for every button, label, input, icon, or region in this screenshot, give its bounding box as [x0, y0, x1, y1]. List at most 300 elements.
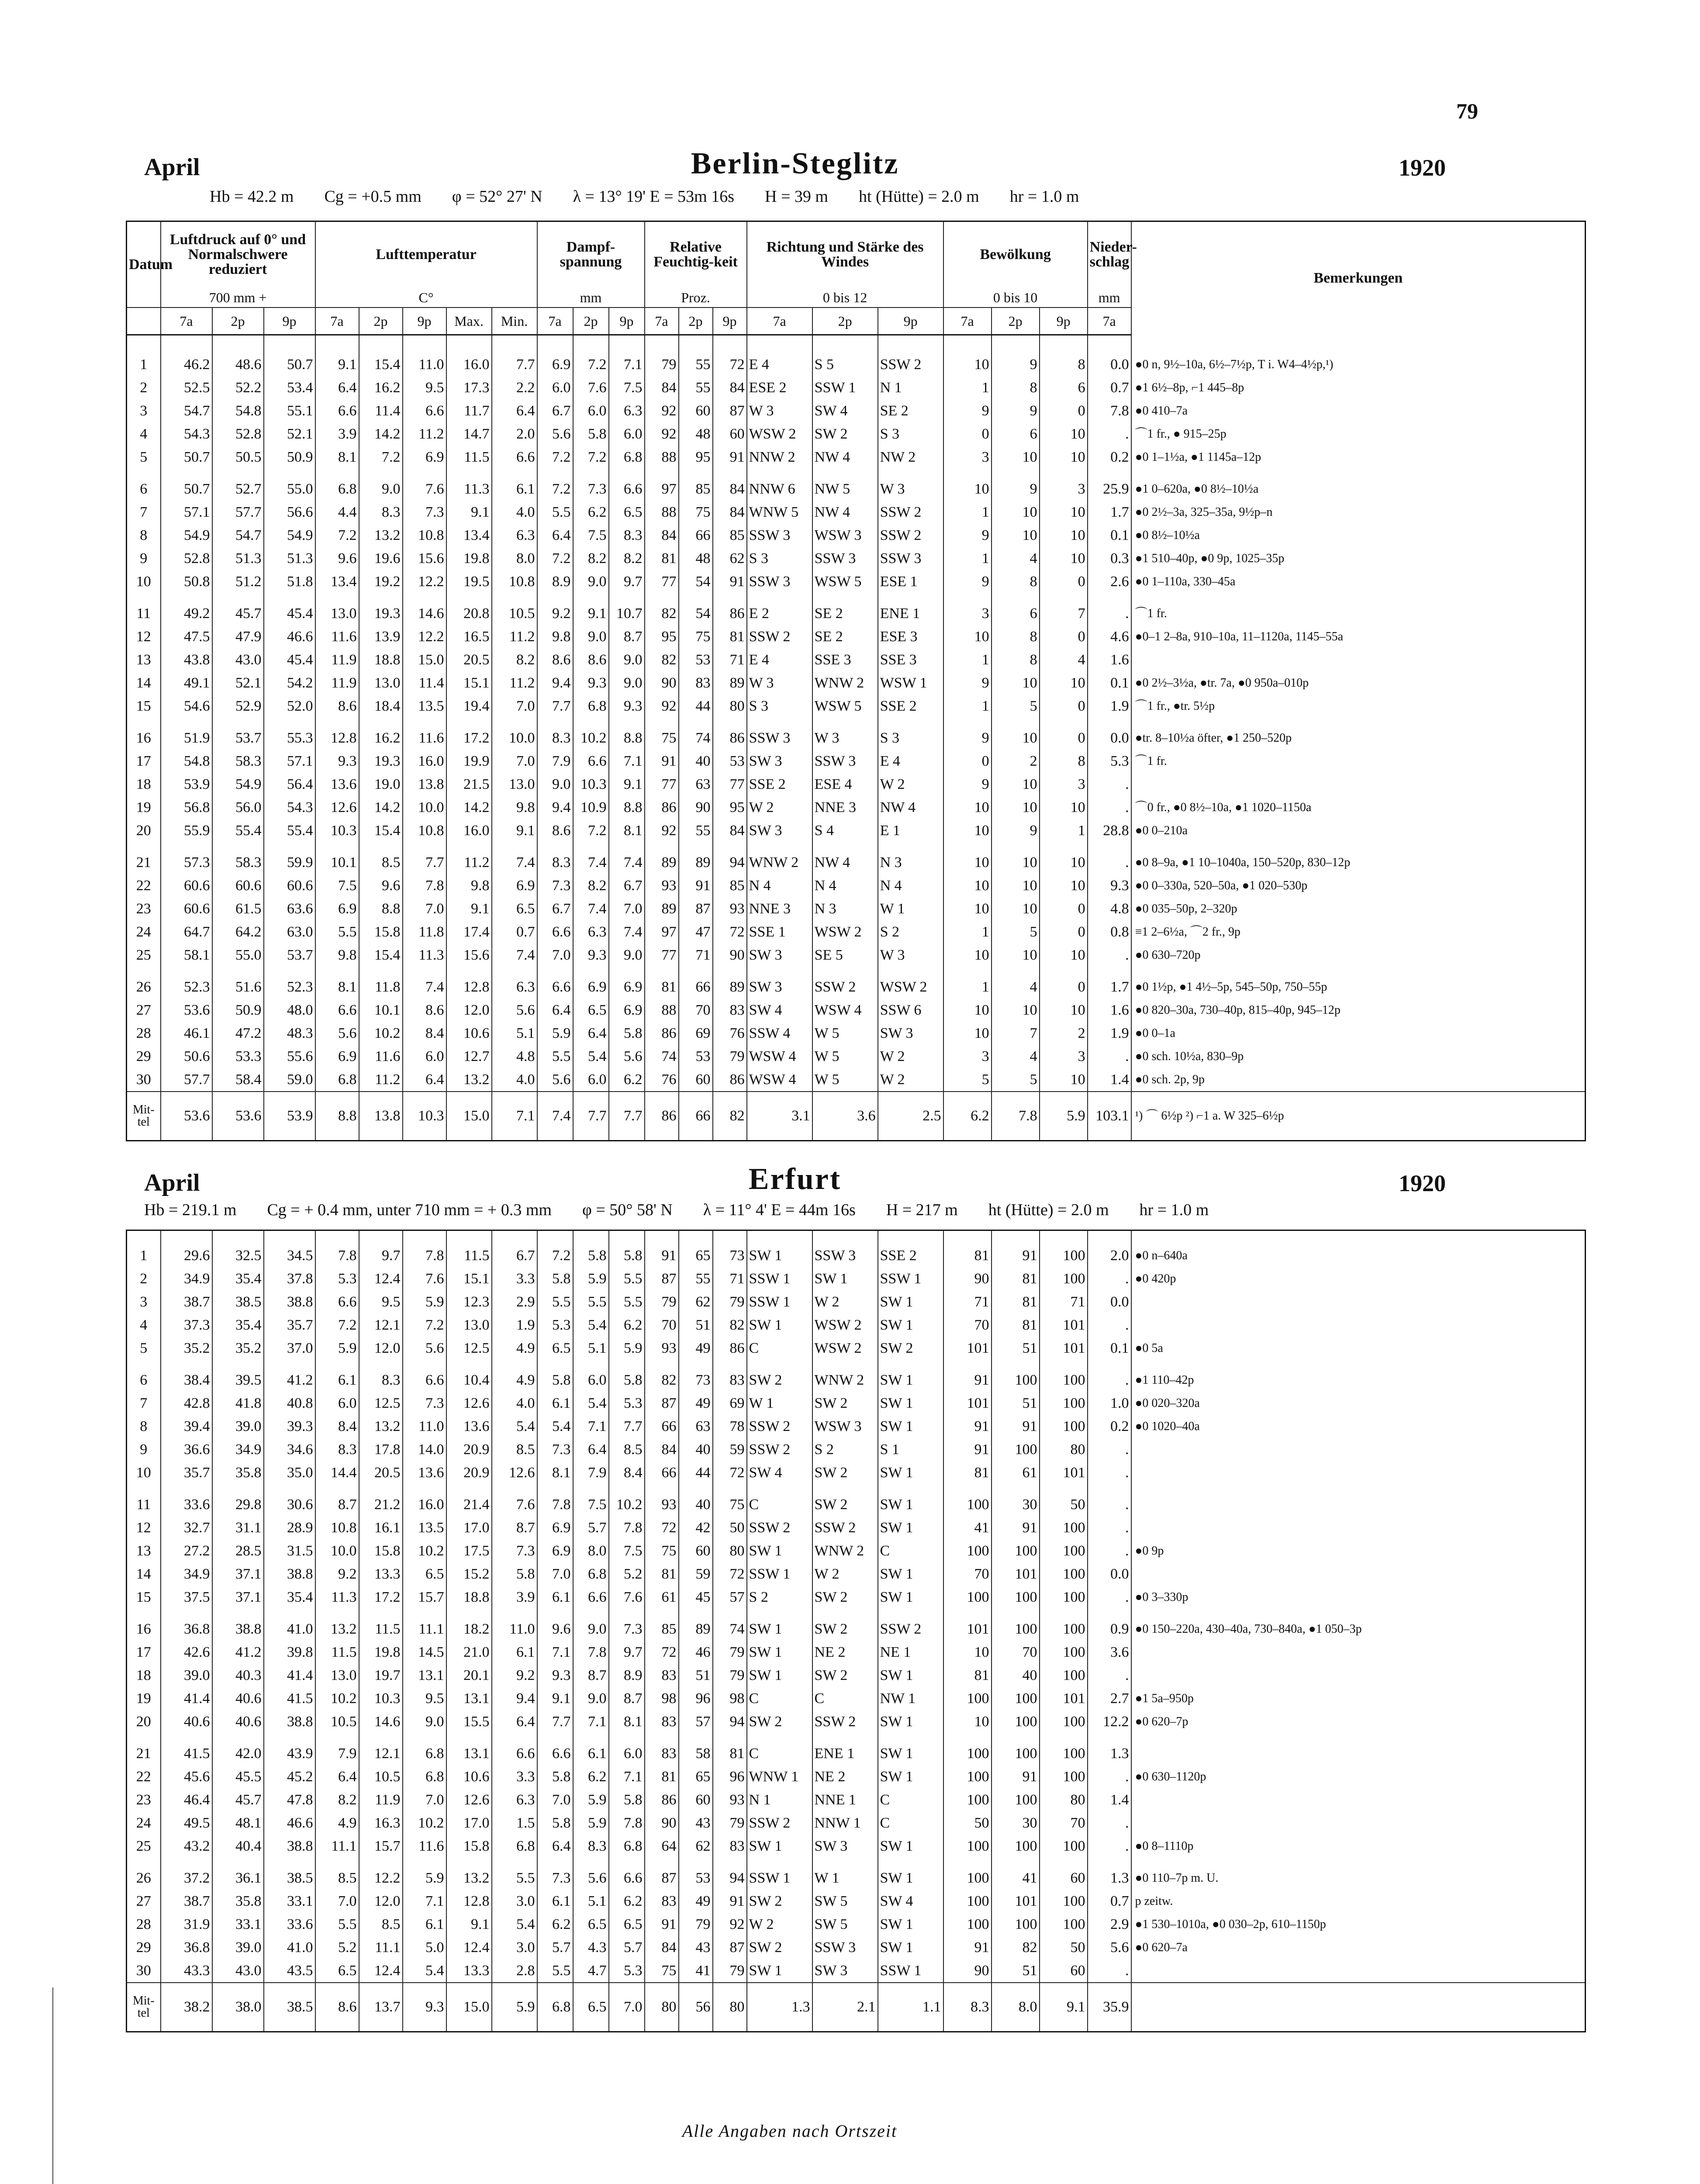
value-cell: 15.7: [403, 1586, 446, 1609]
value-cell: 10: [943, 943, 992, 967]
value-cell: 0.0: [1088, 1290, 1131, 1313]
spacer-cell: [747, 469, 812, 477]
value-cell: 10: [992, 726, 1040, 750]
value-cell: 42.0: [212, 1742, 264, 1765]
value-cell: 12.2: [403, 570, 446, 593]
value-cell: ESE 1: [878, 570, 943, 593]
value-cell: 5.8: [537, 1267, 573, 1290]
value-cell: 3.9: [315, 422, 359, 446]
value-cell: 83: [645, 1710, 679, 1733]
value-cell: 8.7: [315, 1493, 359, 1516]
remark-cell: ●1 530–1010a, ●0 030–2p, 610–1150p: [1131, 1913, 1586, 1936]
value-cell: 13.4: [446, 524, 492, 547]
spacer-cell: [212, 593, 264, 602]
value-cell: SSE 2: [878, 695, 943, 718]
spacer-cell: [679, 1609, 713, 1617]
value-cell: 17.4: [446, 920, 492, 943]
mean-value: 6.8: [537, 1983, 573, 2032]
value-cell: 37.1: [212, 1586, 264, 1609]
spacer-cell: [812, 1484, 878, 1493]
value-cell: WSW 2: [812, 1337, 878, 1360]
value-cell: 37.5: [161, 1586, 212, 1609]
value-cell: 13.0: [315, 1664, 359, 1687]
value-cell: SW 1: [747, 1539, 812, 1562]
value-cell: 91: [992, 1765, 1040, 1788]
value-cell: 50.7: [161, 477, 212, 501]
value-cell: N 4: [812, 874, 878, 897]
spacer-cell: [212, 1733, 264, 1742]
value-cell: 0: [943, 422, 992, 446]
value-cell: 9.1: [315, 353, 359, 376]
value-cell: 54.9: [212, 773, 264, 796]
table-row: [127, 353, 1586, 376]
value-cell: 84: [713, 819, 747, 842]
station-constants-berlin: [210, 187, 1511, 209]
header-subcolumn: 9p: [264, 308, 315, 335]
spacer-cell: [943, 842, 992, 851]
value-cell: SSW 2: [747, 1811, 812, 1835]
mean-value: 6.5: [573, 1983, 609, 2032]
value-cell: 10: [1040, 501, 1088, 524]
value-cell: 6.6: [573, 1586, 609, 1609]
value-cell: 0: [1040, 897, 1088, 920]
value-cell: 15.2: [446, 1562, 492, 1586]
spacer-cell: [609, 335, 645, 353]
spacer-cell: [878, 718, 943, 726]
value-cell: 15.4: [359, 353, 403, 376]
value-cell: ESE 3: [878, 625, 943, 648]
value-cell: 41: [943, 1516, 992, 1539]
value-cell: 6.5: [573, 1913, 609, 1936]
value-cell: SW 1: [878, 1493, 943, 1516]
spacer-cell: [645, 718, 679, 726]
spacer-cell: [264, 1230, 315, 1244]
value-cell: 15.4: [359, 943, 403, 967]
spacer-cell: [403, 1858, 446, 1866]
value-cell: 10.1: [315, 851, 359, 874]
value-cell: 100: [992, 1368, 1040, 1392]
value-cell: 84: [645, 524, 679, 547]
spacer-cell: [747, 1609, 812, 1617]
value-cell: 2.2: [492, 376, 537, 399]
value-cell: 12.4: [359, 1267, 403, 1290]
spacer-cell: [609, 593, 645, 602]
value-cell: 17.0: [446, 1811, 492, 1835]
value-cell: 100: [1040, 1586, 1088, 1609]
table-row: [127, 376, 1586, 399]
value-cell: 91: [943, 1936, 992, 1959]
value-cell: 8.3: [359, 501, 403, 524]
value-cell: 12.5: [359, 1392, 403, 1415]
value-cell: 16.0: [403, 750, 446, 773]
value-cell: 19.0: [359, 773, 403, 796]
value-cell: 46.1: [161, 1022, 212, 1045]
value-cell: 16.1: [359, 1516, 403, 1539]
value-cell: 6.8: [403, 1742, 446, 1765]
spacer-cell: [1088, 842, 1131, 851]
spacer-cell: [713, 593, 747, 602]
value-cell: SSW 2: [812, 975, 878, 999]
pentad-gap: [127, 1360, 1586, 1368]
value-cell: SW 3: [747, 975, 812, 999]
value-cell: 8.2: [492, 648, 537, 671]
value-cell: N 4: [878, 874, 943, 897]
value-cell: 75: [679, 625, 713, 648]
value-cell: 6.1: [573, 1742, 609, 1765]
value-cell: 2.6: [1088, 570, 1131, 593]
mean-value: 82: [713, 1092, 747, 1141]
value-cell: 13.2: [315, 1617, 359, 1641]
value-cell: NW 5: [812, 477, 878, 501]
value-cell: 9.1: [446, 1913, 492, 1936]
value-cell: 57.1: [161, 501, 212, 524]
mean-value: 7.0: [609, 1983, 645, 2032]
value-cell: 77: [645, 773, 679, 796]
value-cell: 9.4: [537, 671, 573, 695]
value-cell: 53: [679, 1866, 713, 1890]
spacer-cell: [446, 469, 492, 477]
value-cell: 47.5: [161, 625, 212, 648]
value-cell: 11.5: [359, 1617, 403, 1641]
value-cell: 79: [645, 353, 679, 376]
value-cell: 10: [943, 819, 992, 842]
value-cell: 91: [713, 570, 747, 593]
value-cell: 59.0: [264, 1068, 315, 1092]
value-cell: 10: [992, 501, 1040, 524]
mean-value: 10.3: [403, 1092, 446, 1141]
value-cell: 38.8: [264, 1835, 315, 1858]
value-cell: 5.1: [573, 1337, 609, 1360]
spacer-cell: [537, 335, 573, 353]
value-cell: .: [1088, 422, 1131, 446]
value-cell: 4.9: [315, 1811, 359, 1835]
spacer-cell: [359, 718, 403, 726]
spacer-cell: [161, 842, 212, 851]
value-cell: 39.0: [161, 1664, 212, 1687]
value-cell: 50: [1040, 1936, 1088, 1959]
value-cell: W 3: [747, 399, 812, 422]
mean-value: 5.9: [492, 1983, 537, 2032]
page-number: 79: [1456, 99, 1478, 123]
spacer-cell: [446, 1230, 492, 1244]
value-cell: 6.4: [537, 1835, 573, 1858]
value-cell: 93: [645, 1493, 679, 1516]
spacer-cell: [943, 1733, 992, 1742]
value-cell: 3: [1040, 1045, 1088, 1068]
value-cell: 3: [943, 602, 992, 625]
value-cell: 97: [645, 920, 679, 943]
day-cell: 22: [127, 1765, 161, 1788]
spacer-cell: [492, 1230, 537, 1244]
value-cell: 9.0: [573, 570, 609, 593]
value-cell: 3.3: [492, 1267, 537, 1290]
value-cell: 12.4: [446, 1936, 492, 1959]
remark-cell: ●0 620–7a: [1131, 1936, 1586, 1959]
mean-value: 53.9: [264, 1092, 315, 1141]
value-cell: 6.9: [315, 897, 359, 920]
value-cell: 45.5: [212, 1765, 264, 1788]
value-cell: 19.9: [446, 750, 492, 773]
value-cell: 6.4: [492, 399, 537, 422]
value-cell: 6.6: [403, 399, 446, 422]
value-cell: 47.8: [264, 1788, 315, 1811]
value-cell: .: [1088, 1313, 1131, 1337]
value-cell: 9: [943, 773, 992, 796]
spacer-cell: [1088, 593, 1131, 602]
spacer-cell: [679, 1230, 713, 1244]
value-cell: 8: [992, 376, 1040, 399]
value-cell: 96: [679, 1687, 713, 1710]
spacer-cell: [492, 1484, 537, 1493]
value-cell: 35.8: [212, 1890, 264, 1913]
value-cell: 51: [992, 1337, 1040, 1360]
value-cell: 18.8: [359, 648, 403, 671]
value-cell: 37.0: [264, 1337, 315, 1360]
spacer-cell: [992, 593, 1040, 602]
value-cell: 10: [992, 943, 1040, 967]
day-cell: 24: [127, 1811, 161, 1835]
value-cell: 55.9: [161, 819, 212, 842]
value-cell: 34.9: [161, 1562, 212, 1586]
value-cell: 3.9: [492, 1586, 537, 1609]
value-cell: 7.8: [609, 1516, 645, 1539]
value-cell: 11.4: [403, 671, 446, 695]
day-cell: 3: [127, 399, 161, 422]
value-cell: 7.1: [609, 353, 645, 376]
value-cell: 58.3: [212, 851, 264, 874]
spacer-cell: [812, 1858, 878, 1866]
value-cell: 7.5: [573, 524, 609, 547]
value-cell: 86: [713, 1337, 747, 1360]
value-cell: SW 1: [878, 1710, 943, 1733]
value-cell: 41.0: [264, 1617, 315, 1641]
spacer-cell: [1088, 1230, 1131, 1244]
value-cell: 10: [992, 671, 1040, 695]
value-cell: 12.2: [403, 625, 446, 648]
spacer-cell: [713, 335, 747, 353]
value-cell: 7.0: [492, 695, 537, 718]
value-cell: 92: [645, 695, 679, 718]
spacer-cell: [315, 718, 359, 726]
value-cell: 52.8: [161, 547, 212, 570]
value-cell: 92: [645, 399, 679, 422]
value-cell: 49: [679, 1337, 713, 1360]
header-subcolumn: 2p: [212, 308, 264, 335]
spacer-cell: [359, 335, 403, 353]
value-cell: 55.0: [264, 477, 315, 501]
remark-cell: [1131, 1788, 1586, 1811]
mean-value: 1.1: [878, 1983, 943, 2032]
header-subcolumn: 7a: [161, 308, 212, 335]
value-cell: 55.0: [212, 943, 264, 967]
value-cell: 79: [713, 1641, 747, 1664]
spacer-cell: [212, 1230, 264, 1244]
value-cell: 60: [679, 399, 713, 422]
value-cell: 5.8: [609, 1368, 645, 1392]
value-cell: W 2: [747, 1913, 812, 1936]
value-cell: 90: [645, 671, 679, 695]
day-cell: 2: [127, 1267, 161, 1290]
table-row: [127, 547, 1586, 570]
value-cell: 45.6: [161, 1765, 212, 1788]
mean-value: 1.3: [747, 1983, 812, 2032]
spacer-cell: [609, 842, 645, 851]
value-cell: 4.9: [492, 1368, 537, 1392]
spacer-cell: [609, 1609, 645, 1617]
value-cell: 6.6: [609, 477, 645, 501]
spacer-cell: [1131, 593, 1586, 602]
constant: φ = 50° 58' N: [582, 1201, 673, 1219]
spacer-cell: [943, 967, 992, 975]
value-cell: 36.8: [161, 1617, 212, 1641]
value-cell: SSW 2: [878, 353, 943, 376]
spacer-cell: [264, 1609, 315, 1617]
value-cell: 53.7: [212, 726, 264, 750]
value-cell: .: [1088, 773, 1131, 796]
spacer-cell: [492, 842, 537, 851]
value-cell: WSW 4: [747, 1045, 812, 1068]
day-cell: 24: [127, 920, 161, 943]
value-cell: 8: [992, 570, 1040, 593]
value-cell: 3.0: [492, 1890, 537, 1913]
value-cell: 46.2: [161, 353, 212, 376]
value-cell: SW 1: [747, 1244, 812, 1267]
spacer-cell: [679, 967, 713, 975]
value-cell: 71: [943, 1290, 992, 1313]
value-cell: 6.6: [315, 1290, 359, 1313]
value-cell: 45.7: [212, 1788, 264, 1811]
spacer-cell: [161, 1609, 212, 1617]
value-cell: 95: [713, 796, 747, 819]
value-cell: 33.1: [264, 1890, 315, 1913]
day-cell: 30: [127, 1068, 161, 1092]
value-cell: 12.2: [359, 1866, 403, 1890]
spacer-cell: [264, 593, 315, 602]
value-cell: WSW 3: [812, 524, 878, 547]
header-dampfspannung: Dampf-spannung: [537, 221, 645, 288]
value-cell: 50.7: [161, 446, 212, 469]
value-cell: 5.8: [609, 1788, 645, 1811]
value-cell: 11.0: [403, 353, 446, 376]
value-cell: W 3: [812, 726, 878, 750]
table-row: [127, 1068, 1586, 1092]
value-cell: 4.6: [1088, 625, 1131, 648]
constant: Cg = +0.5 mm: [324, 187, 422, 206]
value-cell: SW 4: [812, 399, 878, 422]
value-cell: SW 2: [812, 1617, 878, 1641]
value-cell: 41.4: [161, 1687, 212, 1710]
value-cell: .: [1088, 1368, 1131, 1392]
spacer-cell: [1040, 967, 1088, 975]
value-cell: SSW 6: [878, 999, 943, 1022]
value-cell: 73: [713, 1244, 747, 1267]
spacer-cell: [127, 593, 161, 602]
value-cell: 35.2: [161, 1337, 212, 1360]
value-cell: SW 1: [747, 1835, 812, 1858]
value-cell: 49.1: [161, 671, 212, 695]
value-cell: 9.1: [446, 897, 492, 920]
value-cell: 6.8: [315, 477, 359, 501]
remark-cell: [1131, 1562, 1586, 1586]
value-cell: 46.6: [264, 1811, 315, 1835]
day-cell: 21: [127, 851, 161, 874]
value-cell: 84: [713, 376, 747, 399]
value-cell: 15.6: [446, 943, 492, 967]
value-cell: SW 3: [747, 943, 812, 967]
value-cell: 91: [713, 1890, 747, 1913]
value-cell: 10.8: [403, 524, 446, 547]
table-row: [127, 1742, 1586, 1765]
value-cell: 6: [992, 602, 1040, 625]
value-cell: 43.5: [264, 1959, 315, 1983]
value-cell: 11.3: [446, 477, 492, 501]
pentad-gap: [127, 469, 1586, 477]
value-cell: 94: [713, 1710, 747, 1733]
value-cell: 43.0: [212, 648, 264, 671]
value-cell: 10.5: [492, 602, 537, 625]
value-cell: 34.5: [264, 1244, 315, 1267]
value-cell: 9.0: [359, 477, 403, 501]
mean-value: 15.0: [446, 1092, 492, 1141]
mean-label: Mit-tel: [127, 1092, 161, 1141]
value-cell: SSE 2: [747, 773, 812, 796]
table-row: [127, 1045, 1586, 1068]
value-cell: 92: [645, 819, 679, 842]
value-cell: 14.2: [359, 796, 403, 819]
spacer-cell: [943, 335, 992, 353]
value-cell: 51: [992, 1959, 1040, 1983]
table-row: [127, 819, 1586, 842]
value-cell: 7.0: [537, 1788, 573, 1811]
value-cell: 16.0: [403, 1493, 446, 1516]
value-cell: 7.3: [537, 1438, 573, 1461]
value-cell: 79: [713, 1045, 747, 1068]
value-cell: SSW 2: [878, 524, 943, 547]
value-cell: SSW 2: [747, 625, 812, 648]
value-cell: 7.2: [403, 1313, 446, 1337]
value-cell: 11.1: [403, 1617, 446, 1641]
value-cell: 61: [645, 1586, 679, 1609]
value-cell: 6.2: [609, 1068, 645, 1092]
value-cell: 38.8: [264, 1290, 315, 1313]
value-cell: SW 1: [878, 1562, 943, 1586]
value-cell: 75: [679, 501, 713, 524]
value-cell: 14.4: [315, 1461, 359, 1484]
value-cell: SW 1: [878, 1516, 943, 1539]
spacer-cell: [127, 335, 161, 353]
value-cell: 58.3: [212, 750, 264, 773]
constant: ht (Hütte) = 2.0 m: [988, 1201, 1109, 1219]
value-cell: 41.2: [264, 1368, 315, 1392]
value-cell: 1: [943, 975, 992, 999]
remark-cell: ●0 8½–10½a: [1131, 524, 1586, 547]
value-cell: 89: [713, 671, 747, 695]
value-cell: 71: [713, 1267, 747, 1290]
value-cell: 50: [1040, 1493, 1088, 1516]
footer-note: Alle Angaben nach Ortszeit: [682, 2121, 898, 2141]
value-cell: 5.8: [537, 1765, 573, 1788]
value-cell: 6.8: [609, 446, 645, 469]
value-cell: 13.0: [446, 1313, 492, 1337]
header-subcolumn: Max.: [446, 308, 492, 335]
value-cell: SW 1: [878, 1936, 943, 1959]
value-cell: 56.4: [264, 773, 315, 796]
spacer-cell: [403, 967, 446, 975]
value-cell: 5.4: [573, 1313, 609, 1337]
value-cell: 93: [645, 874, 679, 897]
value-cell: 7.3: [537, 1866, 573, 1890]
value-cell: 57.7: [212, 501, 264, 524]
